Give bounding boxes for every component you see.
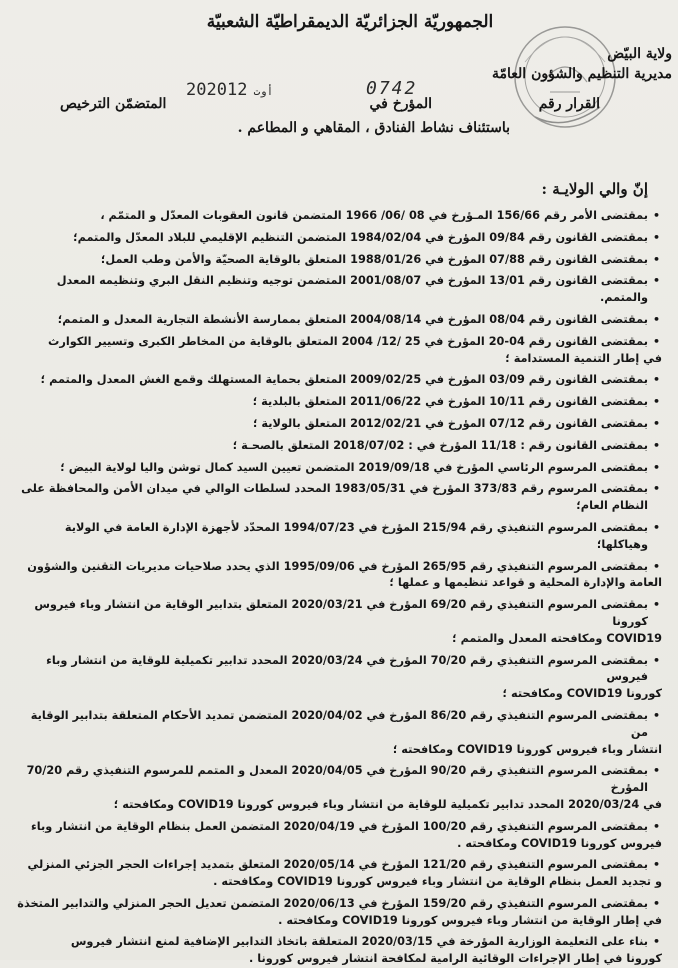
date-month: أوت — [253, 85, 274, 98]
legal-reference-item: • بمقتضى المرسوم التنفيذي رقم 265/95 المؤرخ في 1995/09/06 الذي يحدد صلاحيات مديريات التقنين والشؤون — [10, 559, 662, 576]
legal-reference-item: • بمقتضى القانون رقم : 11/18 المؤرخ في : 2018/07/02 المتعلق بالصحـة ؛ — [10, 438, 662, 455]
legal-reference-item: • بمقتضى المرسوم التنفيذي رقم 69/20 المؤرخ في 2020/03/21 المتعلق بتدابير الوقاية من انتشار وباء فيروس كورونا — [10, 597, 662, 631]
legal-reference-continuation: كورونا في إطار الإجراءات الوقائية الرامية لمكافحة انتشار فيروس كورونا . — [249, 952, 662, 966]
republic-title: الجمهوريّة الجزائريّة الديمقراطيّة الشعبيّة — [206, 12, 494, 32]
legal-reference-item: • بمقتضى القانون رقم 10/11 المؤرخ في 2011/06/22 المتعلق بالبلدية ؛ — [10, 394, 662, 411]
date-year: 2020 — [186, 80, 227, 100]
legal-reference-item: • بمقتضى المرسوم الرئاسي المؤرخ في 2019/09/18 المتضمن تعيين السيد كمال توشن واليا لولاية البيض ؛ — [10, 460, 662, 477]
legal-reference-item: • بمقتضى القانون رقم 09/84 المؤرخ في 1984/02/04 المتضمن التنظيم الإقليمي للبلاد المعدّل والمتمم؛ — [10, 230, 662, 247]
legal-reference-item: • بمقتضى القانون رقم 04-20 المؤرخ في 25 /12/ 2004 المتعلق بالوقاية من المخاطر الكبرى وتسيير الكوارث — [10, 334, 662, 351]
handwritten-decision-number: 0742 — [366, 78, 418, 99]
decision-label: القرار رقم — [538, 96, 600, 112]
legal-reference-item: • بمقتضى المرسوم رقم 373/83 المؤرخ في 1983/05/31 المحدد لسلطات الوالي في ميدان الأمن والمحافظة على النظام العام؛ — [10, 481, 662, 515]
wilaya-name: ولاية البيّض — [607, 46, 672, 62]
legal-reference-item: • بمقتضى القانون رقم 13/01 المؤرخ في 2001/08/07 المتضمن توجيه وتنظيم النقل البري وتنظيمه المعدل والمتمم. — [10, 273, 662, 307]
legal-reference-item: • بمقتضى المرسوم التنفيذي رقم 215/94 المؤرخ في 1994/07/23 المحدّد لأجهزة الإدارة العامة في الولاية وهياكلها؛ — [10, 520, 662, 554]
date-day: 12 — [226, 80, 248, 100]
legal-reference-continuation: COVID19 ومكافحته المعدل والمتمم ؛ — [452, 631, 662, 645]
dated-label: المؤرخ في — [369, 96, 432, 112]
legal-references-list — [10, 208, 662, 968]
legal-reference-continuation: في إطار الوقاية من انتشار وباء فيروس كورونا COVID19 ومكافحته . — [278, 913, 662, 927]
wali-heading: إنّ والي الولايـة : — [541, 180, 648, 198]
legal-reference-item: • بمقتضى القانون رقم 07/12 المؤرخ في 2012/02/21 المتعلق بالولاية ؛ — [10, 416, 662, 433]
legal-reference-continuation: فيروس كورونا COVID19 ومكافحته . — [457, 836, 662, 850]
legal-reference-item: • بمقتضى المرسوم التنفيذي رقم 90/20 المؤرخ في 2020/04/05 المعدل و المتمم للمرسوم التنفيذي رقم 70/20 المؤرخ — [10, 763, 662, 797]
legal-reference-item: • بمقتضى المرسوم التنفيذي رقم 159/20 المؤرخ في 2020/06/13 المتضمن تعديل الحجر المنزلي والتدابير المتخذة — [10, 896, 662, 913]
legal-reference-item: • بمقتضى الأمر رقم 156/66 المـؤرخ في 08 /06/ 1966 المتضمن قانون العقوبات المعدّل و المتمّم ، — [10, 208, 662, 225]
decision-subject: باستئناف نشاط الفنادق ، المقاهي و المطاعم . — [237, 120, 510, 136]
legal-reference-continuation: في 2020/03/24 المحدد تدابير تكميلية للوقاية من انتشار وباء فيروس كورونا COVID19 ومكافحته ؛ — [113, 797, 662, 811]
legal-reference-item: • بمقتضى المرسوم التنفيذي رقم 70/20 المؤرخ في 2020/03/24 المحدد تدابير تكميلية للوقاية من انتشار وباء فيروس — [10, 653, 662, 687]
directorate-name: مديرية التنظيم والشؤون العامّة — [492, 66, 672, 82]
including-label: المتضمّن الترخيص — [60, 96, 167, 112]
legal-reference-continuation: العامة والإدارة المحلية و قواعد تنظيمها و عملها ؛ — [389, 576, 662, 590]
legal-reference-item: • بمقتضى القانون رقم 03/09 المؤرخ في 2009/02/25 المتعلق بحماية المستهلك وقمع الغش المعدل والمتمم ؛ — [10, 372, 662, 389]
legal-reference-item: • بمقتضى القانون رقم 07/88 المؤرخ في 1988/01/26 المتعلق بالوقاية الصحيّة والأمن وطب العمل؛ — [10, 252, 662, 269]
legal-reference-continuation: انتشار وباء فيروس كورونا COVID19 ومكافحته ؛ — [392, 742, 662, 756]
legal-reference-continuation: كورونا COVID19 ومكافحته ؛ — [502, 687, 662, 701]
legal-reference-continuation: و تجديد العمل بنظام الوقاية من انتشار وباء فيروس كورونا COVID19 ومكافحته . — [213, 875, 662, 889]
legal-reference-item: • بمقتضى القانون رقم 08/04 المؤرخ في 2004/08/14 المتعلق بممارسة الأنشطة التجارية المعدل و المتمم؛ — [10, 312, 662, 329]
legal-reference-item: • بمقتضى المرسوم التنفيذي رقم 86/20 المؤرخ في 2020/04/02 المتضمن تمديد الأحكام المتعلقة بتدابير الوقاية من — [10, 708, 662, 742]
legal-reference-continuation: في إطار التنمية المستدامة ؛ — [505, 351, 662, 365]
decision-line — [60, 96, 600, 118]
legal-reference-item: • بمقتضى المرسوم التنفيذي رقم 121/20 المؤرخ في 2020/05/14 المتعلق بتمديد إجراءات الحجر الجزئي المنزلي — [10, 857, 662, 874]
legal-reference-item: • بناء على التعليمة الوزارية المؤرخة في 2020/03/15 المتعلقة باتخاذ التدابير الإضافية لمنع انتشار فيروس — [10, 934, 662, 951]
legal-reference-item: • بمقتضى المرسوم التنفيذي رقم 100/20 المؤرخ في 2020/04/19 المتضمن العمل بنظام الوقاية من انتشار وباء — [10, 819, 662, 836]
